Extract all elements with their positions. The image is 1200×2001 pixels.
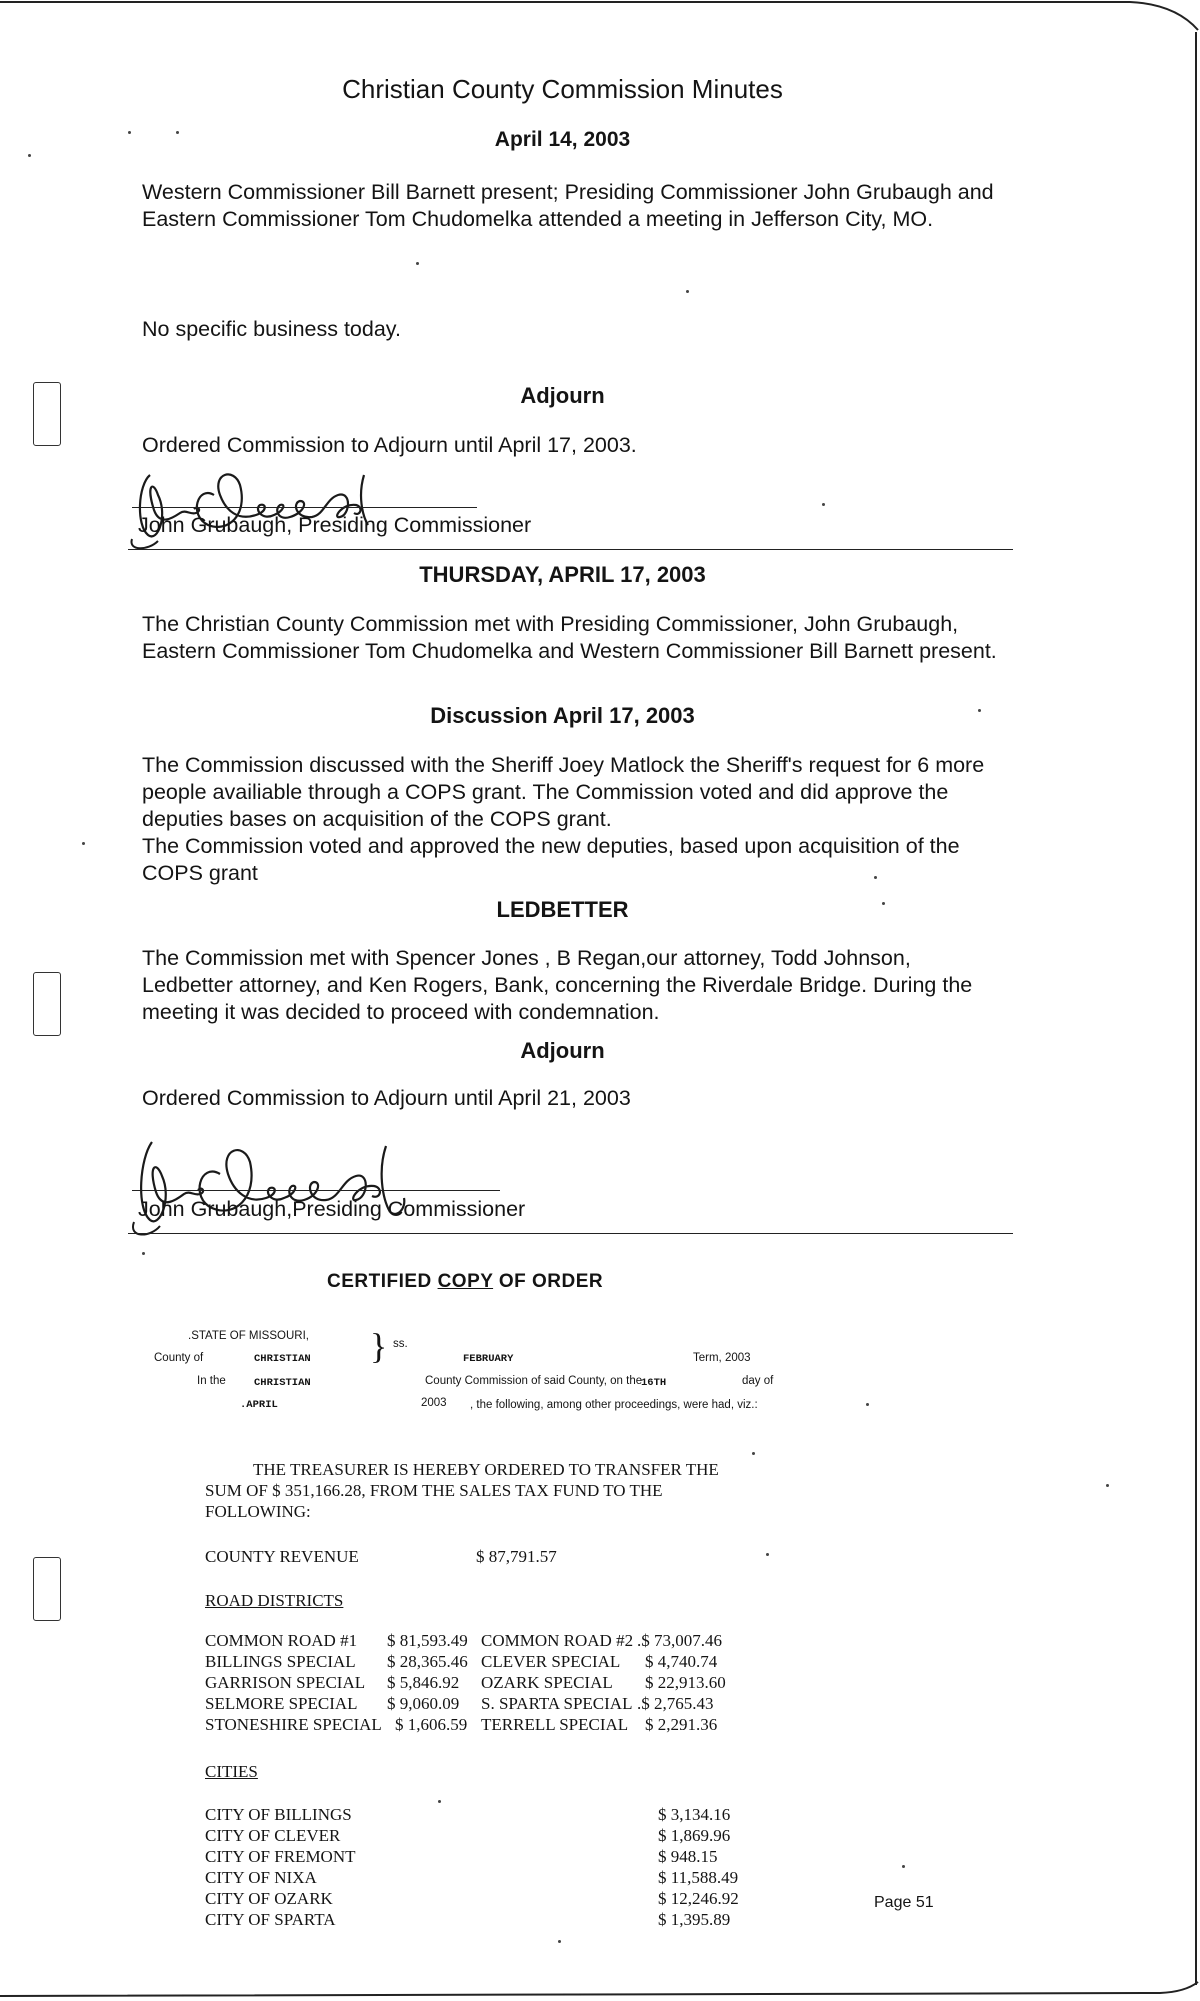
signature-line [132, 1190, 500, 1191]
city-name: CITY OF OZARK [205, 1889, 333, 1908]
order-line: THE TREASURER IS HEREBY ORDERED TO TRANSFER THE [253, 1460, 719, 1479]
county-of-label: County of [154, 1352, 204, 1364]
order-line: SUM OF $ 351,166.28, FROM THE SALES TAX FUND TO THE [205, 1481, 663, 1500]
adjourn-heading: Adjourn [520, 1038, 605, 1063]
road-amount: $ 5,846.92 [387, 1673, 460, 1692]
road-name: CLEVER SPECIAL [481, 1652, 621, 1671]
road-amount: .$ 2,765.43 [637, 1694, 714, 1713]
proceedings-text: , the following, among other proceedings, were had, viz.: [470, 1399, 758, 1411]
term-month: FEBRUARY [463, 1353, 514, 1365]
order-line: FOLLOWING: [205, 1502, 311, 1521]
adjourn-order: Ordered Commission to Adjourn until April 21, 2003 [142, 1086, 631, 1110]
scan-speck [902, 1865, 905, 1868]
city-name: CITY OF NIXA [205, 1868, 317, 1887]
road-amount: $ 2,291.36 [645, 1715, 718, 1734]
commission-text: County Commission of said County, on the [425, 1375, 643, 1387]
scan-speck [874, 876, 877, 879]
scan-speck [416, 262, 419, 265]
road-name: STONESHIRE SPECIAL [205, 1715, 382, 1734]
road-name: SELMORE SPECIAL [205, 1694, 358, 1713]
signature-line [132, 507, 477, 508]
road-name: GARRISON SPECIAL [205, 1673, 366, 1692]
city-name: CITY OF BILLINGS [205, 1805, 352, 1824]
road-name: S. SPARTA SPECIAL [481, 1694, 633, 1713]
state-label: .STATE OF MISSOURI, [188, 1330, 309, 1342]
scan-speck [1106, 1484, 1109, 1487]
road-amount: $ 1,606.59 [395, 1715, 468, 1734]
scan-speck [28, 154, 31, 157]
day-value: 16TH [641, 1377, 667, 1389]
county-revenue-label: COUNTY REVENUE [205, 1547, 359, 1566]
scan-speck [752, 1452, 755, 1455]
thursday-heading: THURSDAY, APRIL 17, 2003 [419, 562, 706, 587]
county-revenue-amount: $ 87,791.57 [476, 1547, 557, 1566]
cities-heading: CITIES [205, 1762, 258, 1781]
road-name: COMMON ROAD #1 [205, 1631, 358, 1650]
punch-hole [33, 972, 61, 1036]
discussion-paragraph: The Commission voted and approved the new deputies, based upon acquisition of the COPS grant [142, 834, 960, 885]
road-amount: $ 81,593.49 [387, 1631, 468, 1650]
road-name: COMMON ROAD #2 [481, 1631, 634, 1650]
page-title: Christian County Commission Minutes [342, 74, 783, 104]
discussion-heading: Discussion April 17, 2003 [430, 703, 695, 728]
adjourn-heading: Adjourn [520, 383, 605, 408]
scan-speck [176, 131, 179, 134]
road-name: BILLINGS SPECIAL [205, 1652, 356, 1671]
in-the-value: CHRISTIAN [254, 1377, 311, 1389]
scan-speck [866, 1403, 869, 1406]
certified-copy-title [327, 1271, 603, 1293]
city-amount: $ 948.15 [658, 1847, 718, 1866]
discussion-paragraph: The Commission discussed with the Sheriff Joey Matlock the Sheriff's request for 6 more people availiable through a COPS grant. The Commission voted and did approve the deputies bases on acquisition of the COPS grant. [142, 753, 985, 831]
city-name: CITY OF CLEVER [205, 1826, 341, 1845]
scan-speck [142, 1252, 145, 1255]
business-paragraph: No specific business today. [142, 317, 401, 341]
month-value: .APRIL [240, 1399, 278, 1411]
section-divider [128, 549, 1013, 550]
scan-speck [438, 1800, 441, 1803]
road-name: TERRELL SPECIAL [481, 1715, 629, 1734]
title-part: OF ORDER [493, 1271, 604, 1292]
city-name: CITY OF FREMONT [205, 1847, 356, 1866]
ss-label: ss. [393, 1338, 408, 1350]
ledbetter-heading: LEDBETTER [496, 897, 629, 922]
scan-speck [822, 503, 825, 506]
scan-speck [686, 290, 689, 293]
title-part: CERTIFIED [327, 1271, 438, 1292]
scan-speck [558, 1940, 561, 1943]
page-number: Page 51 [874, 1894, 934, 1911]
road-amount: .$ 73,007.46 [637, 1631, 722, 1650]
scan-speck [978, 709, 981, 712]
road-name: OZARK SPECIAL [481, 1673, 613, 1692]
in-the-label: In the [197, 1375, 226, 1387]
road-districts-heading: ROAD DISTRICTS [205, 1591, 344, 1610]
attendance-paragraph: The Christian County Commission met with Presiding Commissioner, John Grubaugh, Eastern Commissioner Tom Chudomelka and Western Commissioner Bill Barnett present. [142, 612, 997, 663]
city-amount: $ 1,869.96 [658, 1826, 731, 1845]
county-value: CHRISTIAN [254, 1353, 311, 1365]
road-amount: $ 28,365.46 [387, 1652, 468, 1671]
road-amount: $ 22,913.60 [645, 1673, 726, 1692]
day-of-label: day of [742, 1375, 774, 1387]
city-amount: $ 3,134.16 [658, 1805, 731, 1824]
attendance-paragraph: Western Commissioner Bill Barnett present; Presiding Commissioner John Grubaugh and Eastern Commissioner Tom Chudomelka attended a meeting in Jefferson City, MO. [142, 180, 994, 231]
signature-caption: John Grubaugh,Presiding Commissioner [138, 1197, 526, 1221]
road-amount: $ 4,740.74 [645, 1652, 718, 1671]
punch-hole [33, 1557, 61, 1621]
city-amount: $ 12,246.92 [658, 1889, 739, 1908]
scan-speck [82, 842, 85, 845]
signature-caption: John Grubaugh, Presiding Commissioner [138, 513, 532, 537]
meeting-date: April 14, 2003 [494, 128, 631, 151]
ledbetter-paragraph: The Commission met with Spencer Jones , B Regan,our attorney, Todd Johnson, Ledbetter attorney, and Ken Rogers, Bank, concerning the Riverdale Bridge. During the meeting it was decided to proceed with condemnation. [142, 946, 973, 1024]
city-amount: $ 11,588.49 [658, 1868, 739, 1887]
term-label: Term, 2003 [693, 1352, 751, 1364]
scan-speck [882, 902, 885, 905]
city-amount: $ 1,395.89 [658, 1910, 731, 1929]
scan-speck [128, 131, 131, 134]
section-divider [128, 1233, 1013, 1234]
year-value: 2003 [421, 1397, 447, 1409]
adjourn-order: Ordered Commission to Adjourn until April 17, 2003. [142, 433, 637, 457]
signature-image [128, 1128, 488, 1240]
scan-speck [766, 1553, 769, 1556]
title-part: COPY [437, 1271, 494, 1292]
brace-glyph: } [370, 1326, 388, 1366]
city-name: CITY OF SPARTA [205, 1910, 336, 1929]
road-amount: $ 9,060.09 [387, 1694, 460, 1713]
